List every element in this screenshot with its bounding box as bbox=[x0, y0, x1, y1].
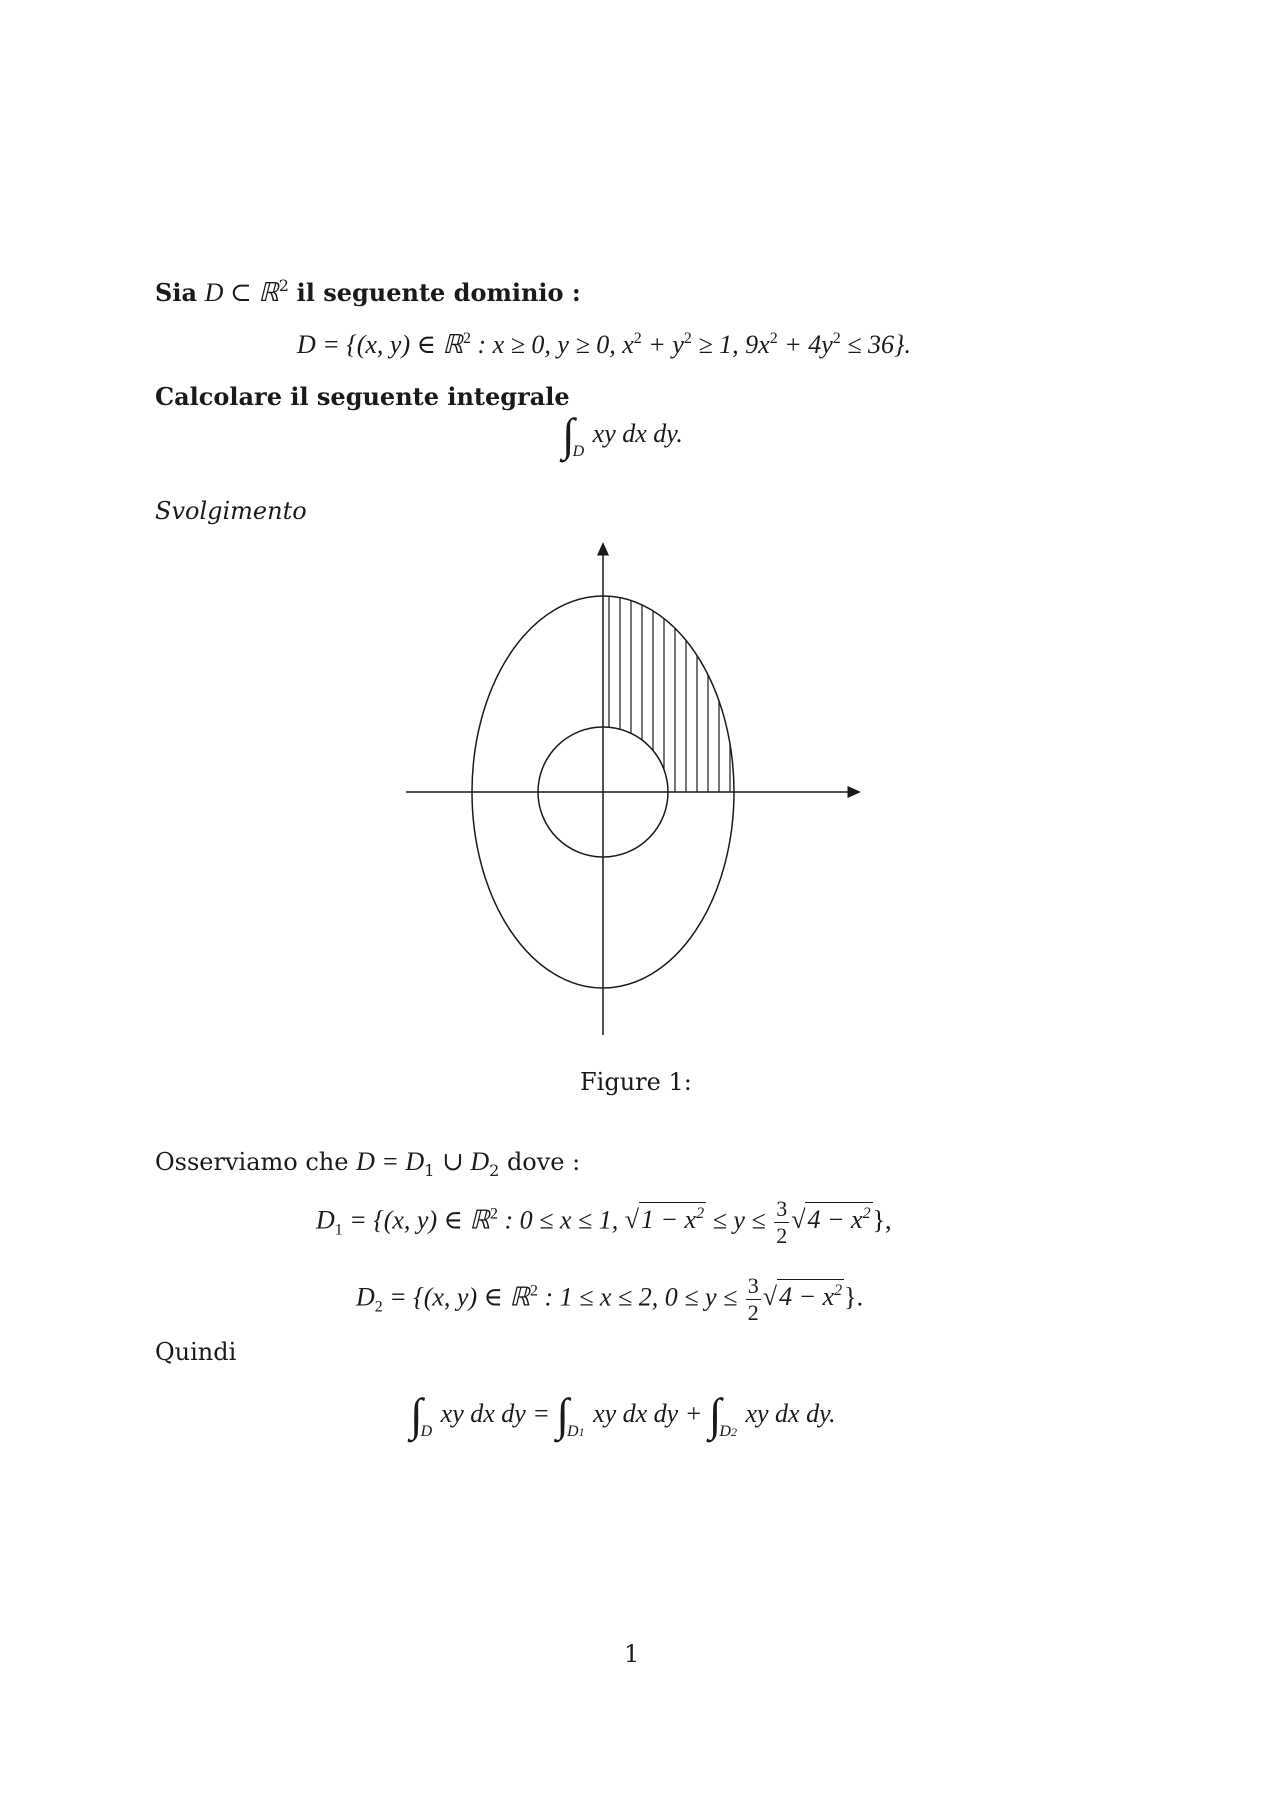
intro-line bbox=[155, 276, 581, 308]
target-integral: $\int_D$ xy dx dy. bbox=[562, 409, 683, 460]
intro-exp: 2 bbox=[278, 276, 289, 295]
observation-line: Osserviamo che $D = D_1$ ∪ $D_2$ dove : bbox=[155, 1147, 581, 1180]
solution-heading: Svolgimento bbox=[155, 497, 307, 525]
domain-definition: D = {(x, y) ∈ ℝ$^2$ : x ≥ 0, y ≥ 0, $x^2 + y^2 \ge 1$, $9x^2 + 4y^2 \le 36$}. bbox=[297, 330, 911, 359]
sqrt-1: $√1 - x^2$ bbox=[625, 1205, 706, 1235]
task-text: Calcolare il seguente integrale bbox=[155, 382, 570, 411]
final-equation: $\int_D$ xy dx dy = $\int_{D1}$ xy dx dy + $\int_{D2}$ xy dx dy. bbox=[410, 1389, 836, 1440]
therefore-text: Quindi bbox=[155, 1338, 237, 1366]
intro-suffix: il seguente dominio : bbox=[296, 278, 581, 307]
fraction-d1: $\frac{3}{2}$ bbox=[776, 1196, 788, 1248]
domain-figure bbox=[0, 530, 1280, 1090]
page-number: 1 bbox=[624, 1640, 640, 1668]
intro-prefix: Sia bbox=[155, 278, 197, 307]
hatched-region bbox=[609, 596, 730, 792]
intro-set: D ⊂ ℝ bbox=[204, 278, 279, 307]
d1-definition: $D_1 = \{(x$, y) ∈ ℝ$^2$ : 0 ≤ x ≤ 1, $√1 - x^2 \le y$ ≤ $\frac{3}{2}$ $√4 - x^2$}, bbox=[316, 1196, 892, 1248]
fraction-d2: $\frac{3}{2}$ bbox=[747, 1273, 759, 1325]
d2-definition: $D_2 = \{(x$, y) ∈ ℝ$^2$ : 1 ≤ x ≤ 2, 0 ≤ y ≤ $\frac{3}{2}$ $√4 - x^2$}. bbox=[356, 1273, 864, 1325]
figure-caption: Figure 1: bbox=[580, 1068, 692, 1096]
sqrt-2: $√4 - x^2$ bbox=[791, 1205, 872, 1235]
sqrt-3: $√4 - x^2$ bbox=[763, 1282, 844, 1312]
